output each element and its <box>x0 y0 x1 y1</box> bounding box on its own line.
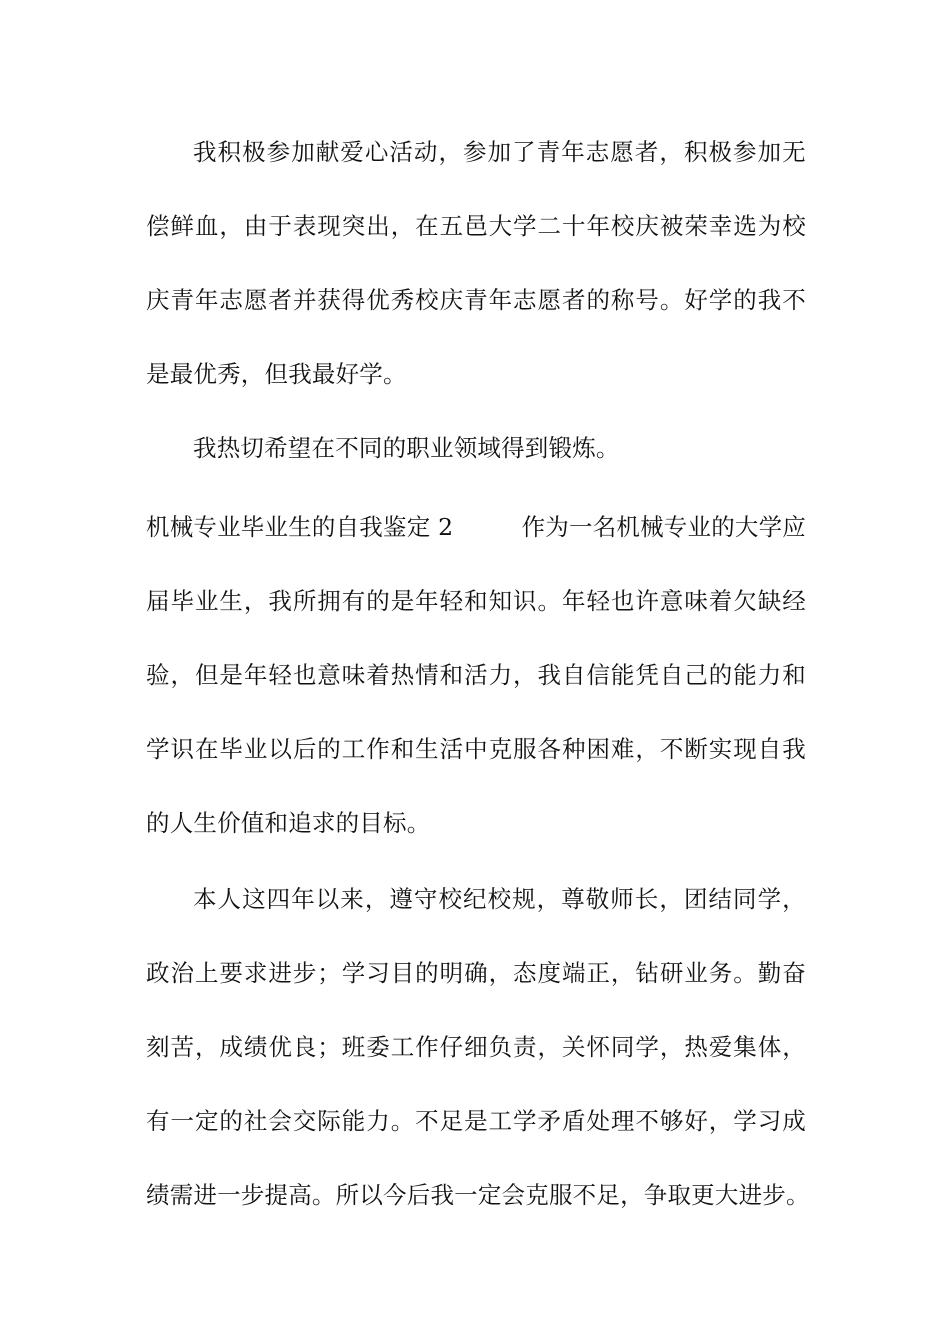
text-line: 的人生价值和追求的目标。 <box>146 809 431 837</box>
section-title: 机械专业毕业生的自我鉴定 2 <box>146 513 454 541</box>
text-line: 政 治 上 要 求 进 步 ； 学 习 目 的 明 确 ， 态 度 端 正 ， 钻 研 业 务 。 勤 奋 <box>146 959 806 987</box>
text-line: 绩 需 进 一 步 提 高 。 所 以 今 后 我 一 定 会 克 服 不 足 ， 争 取 更 大 进 步 。 <box>146 1181 810 1209</box>
text-line: 届 毕 业 生 ， 我 所 拥 有 的 是 年 轻 和 知 识 。 年 轻 也 许 意 味 着 欠 缺 经 <box>146 587 806 615</box>
text-line: 有 一 定 的 社 会 交 际 能 力 。 不 足 是 工 学 矛 盾 处 理 不 够 好 ， 学 习 成 <box>146 1107 806 1135</box>
text-line: 学 识 在 毕 业 以 后 的 工 作 和 生 活 中 克 服 各 种 困 难 ， 不 断 实 现 自 我 <box>146 735 806 763</box>
text-line: 本 人 这 四 年 以 来 ， 遵 守 校 纪 校 规 ， 尊 敬 师 长 ， 团 结 同 学 ， <box>193 885 806 913</box>
text-line: 偿 鲜 血 ， 由 于 表 现 突 出 ， 在 五 邑 大 学 二 十 年 校 庆 被 荣 幸 选 为 校 <box>146 212 806 240</box>
text-line: 刻 苦 ， 成 绩 优 良 ； 班 委 工 作 仔 细 负 责 ， 关 怀 同 学 ， 热 爱 集 体 ， <box>146 1033 806 1061</box>
text-line: 庆 青 年 志 愿 者 并 获 得 优 秀 校 庆 青 年 志 愿 者 的 称 号 。 好 学 的 我 不 <box>146 286 806 314</box>
text-line: 是最优秀，但我最好学。 <box>146 360 407 388</box>
section-heading <box>146 507 806 547</box>
text-line: 我 积 极 参 加 献 爱 心 活 动 ， 参 加 了 青 年 志 愿 者 ， 积 极 参 加 无 <box>193 138 806 166</box>
text-line: 作为一名机械专业的大学应 <box>521 513 806 541</box>
text-line: 验 ， 但 是 年 轻 也 意 味 着 热 情 和 活 力 ， 我 自 信 能 凭 自 己 的 能 力 和 <box>146 661 806 689</box>
text-line: 我热切希望在不同的职业领域得到锻炼。 <box>193 434 620 462</box>
